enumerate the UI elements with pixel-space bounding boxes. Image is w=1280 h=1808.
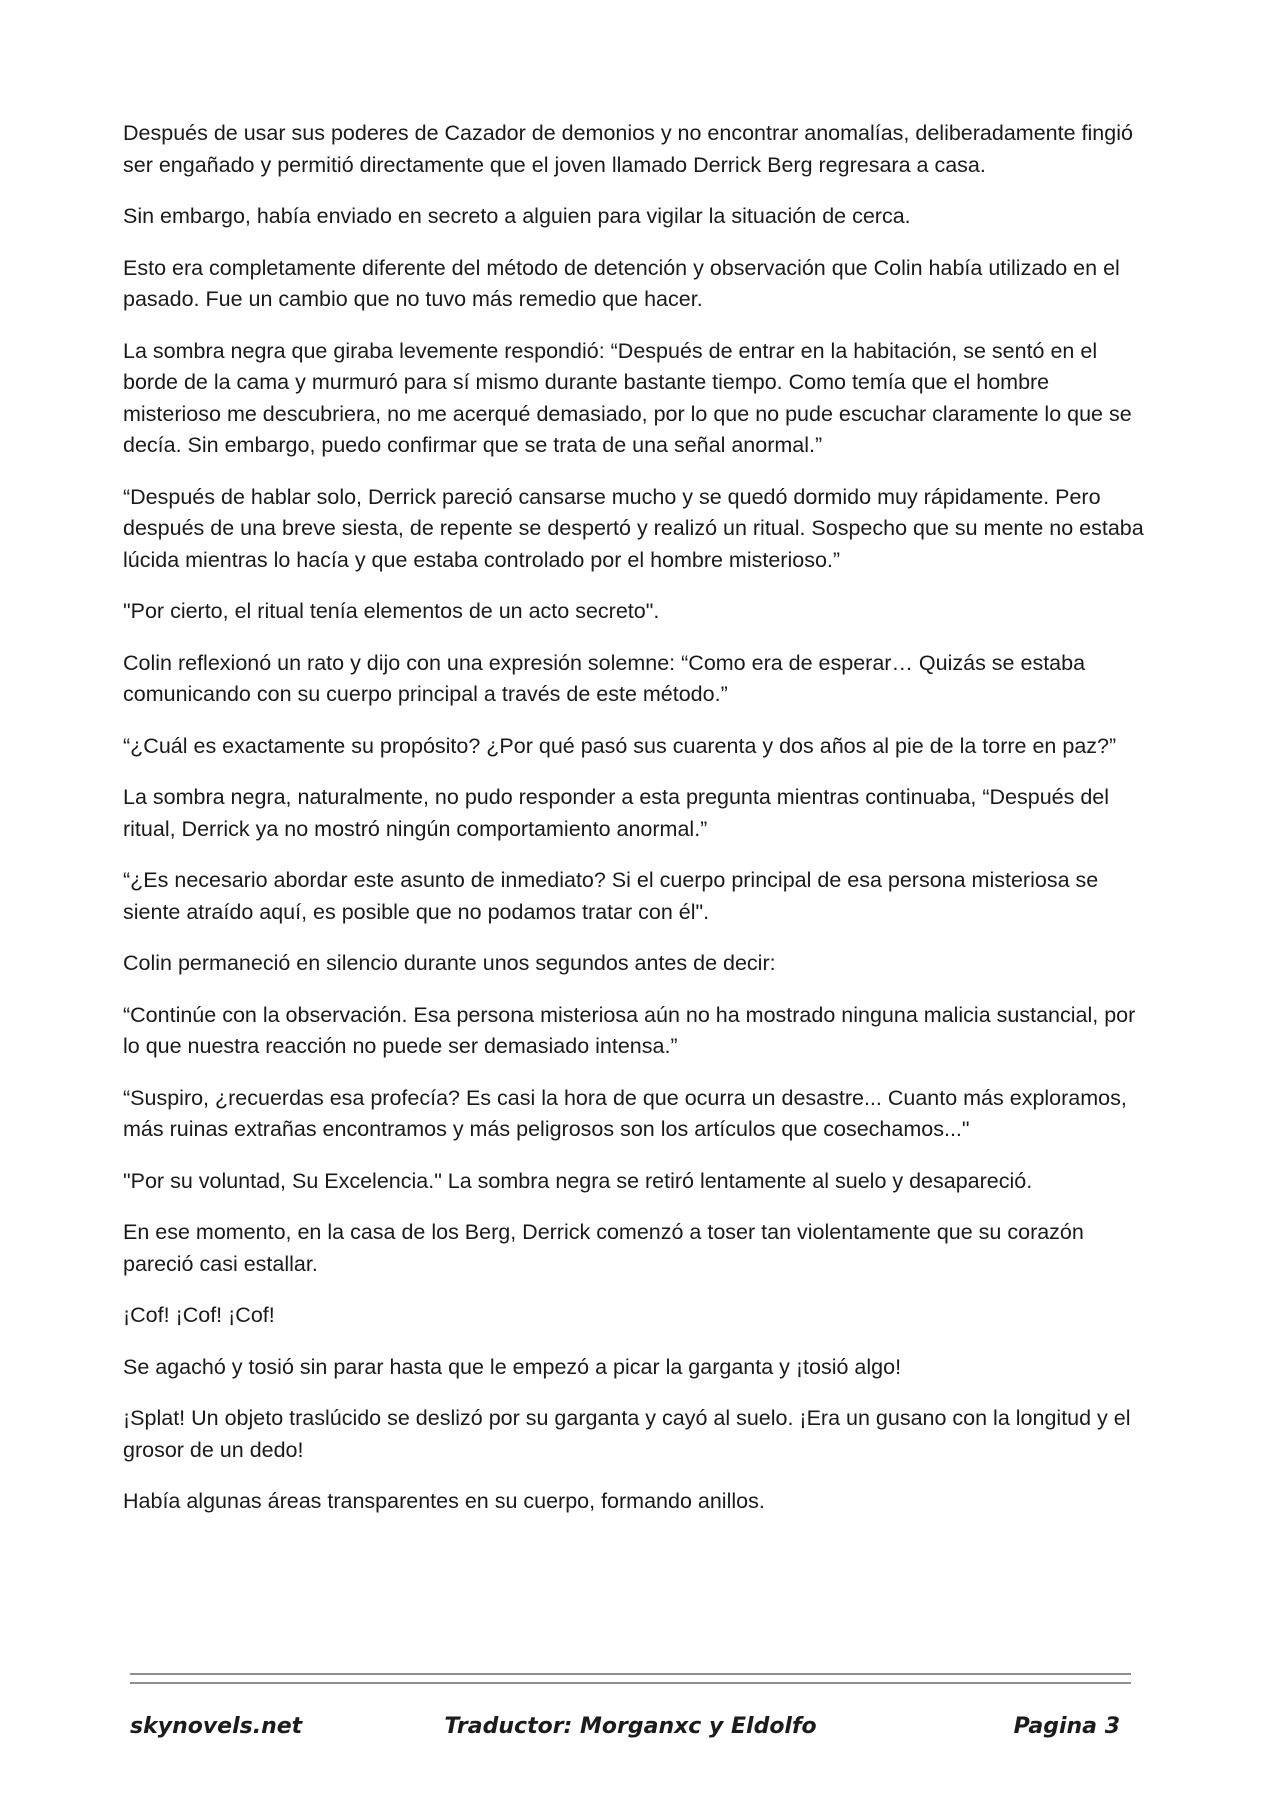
paragraph: Colin reflexionó un rato y dijo con una expresión solemne: “Como era de esperar… Quizás se estaba comunicando con su cuerpo principal a través de este método.” [123,650,1086,706]
paragraph: “Después de hablar solo, Derrick pareció cansarse mucho y se quedó dormido muy rápidamente. Pero después de una breve siesta, de repente se despertó y realizó un ritual. Sospecho que su mente no estaba lúcida mientras lo hacía y que estaba controlado por el hombre misterioso.” [123,484,1144,572]
paragraph: “¿Cuál es exactamente su propósito? ¿Por qué pasó sus cuarenta y dos años al pie de la torre en paz?” [123,733,1117,758]
footer-rule-bottom [130,1682,1131,1684]
paragraph: Sin embargo, había enviado en secreto a alguien para vigilar la situación de cerca. [123,204,911,228]
paragraph: La sombra negra, naturalmente, no pudo responder a esta pregunta mientras continuaba, “Después del ritual, Derrick ya no mostró ningún comportamiento anormal.” [123,785,1110,841]
paragraph: ¡Splat! Un objeto traslúcido se deslizó por su garganta y cayó al suelo. ¡Era un gusano con la longitud y el grosor de un dedo! [123,1406,1131,1462]
footer-divider [130,1673,1131,1685]
paragraph: “Suspiro, ¿recuerdas esa profecía? Es casi la hora de que ocurra un desastre... Cuanto más exploramos, más ruinas extrañas encontramos y más peligrosos son los artículos que cosechamos..." [123,1085,1127,1141]
paragraph: ¡Cof! ¡Cof! ¡Cof! [123,1303,275,1327]
paragraph: La sombra negra que giraba levemente respondió: “Después de entrar en la habitación, se sentó en el borde de la cama y murmuró para sí mismo durante bastante tiempo. Como temía que el hombre misterioso me descubriera, no me acerqué demasiado, por lo que no pude escuchar claramente lo que se decía. Sin embargo, puedo confirmar que se trata de una señal anormal.” [123,338,1132,457]
footer-rule-top [130,1673,1131,1675]
paragraph: "Por cierto, el ritual tenía elementos de un acto secreto". [123,599,660,623]
paragraph: “¿Es necesario abordar este asunto de inmediato? Si el cuerpo principal de esa persona misteriosa se siente atraído aquí, es posible que no podamos tratar con él". [123,868,1099,924]
paragraph: Colin permaneció en silencio durante unos segundos antes de decir: [123,951,776,975]
document-body [123,118,1153,1538]
paragraph: Después de usar sus poderes de Cazador de demonios y no encontrar anomalías, deliberadamente fingió ser engañado y permitió directamente que el joven llamado Derrick Berg regresara a casa. [123,121,1133,177]
paragraph: "Por su voluntad, Su Excelencia." La sombra negra se retiró lentamente al suelo y desapareció. [123,1168,1033,1193]
page-footer [130,1714,1131,1748]
footer-translator: Traductor: Morganxc y Eldolfo [444,1714,817,1739]
paragraph: Se agachó y tosió sin parar hasta que le empezó a picar la garganta y ¡tosió algo! [123,1354,902,1379]
footer-site: skynovels.net [130,1714,303,1739]
footer-page-number: Pagina 3 [1013,1714,1120,1739]
paragraph: “Continúe con la observación. Esa persona misteriosa aún no ha mostrado ninguna malicia sustancial, por lo que nuestra reacción no puede ser demasiado intensa.” [123,1002,1136,1058]
paragraph: Había algunas áreas transparentes en su cuerpo, formando anillos. [123,1489,765,1513]
paragraph: En ese momento, en la casa de los Berg, Derrick comenzó a toser tan violentamente que su corazón pareció casi estallar. [123,1220,1084,1276]
paragraph: Esto era completamente diferente del método de detención y observación que Colin había utilizado en el pasado. Fue un cambio que no tuvo más remedio que hacer. [123,255,1120,311]
